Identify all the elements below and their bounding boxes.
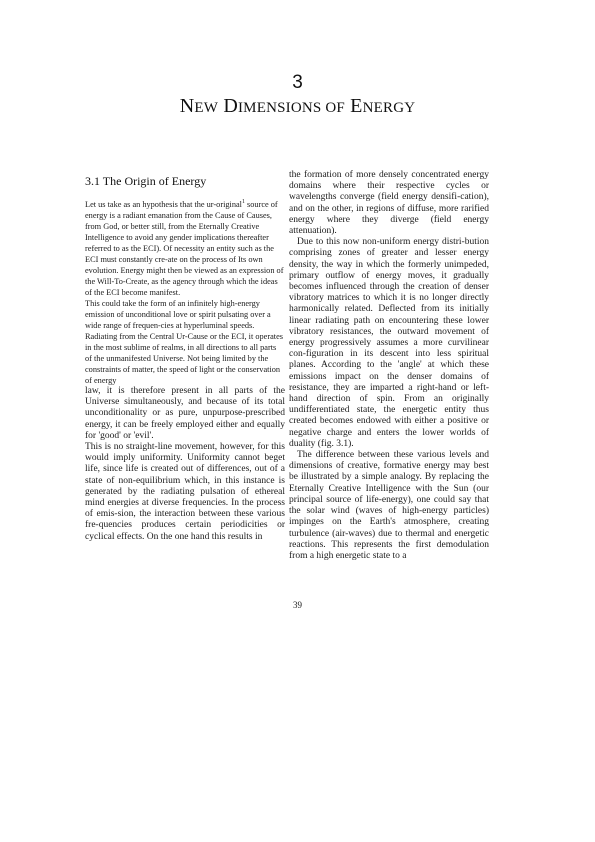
chapter-title-cap-1: N xyxy=(179,95,195,117)
left-column xyxy=(85,170,285,543)
chapter-title-rest-3: NERGY xyxy=(362,100,416,116)
left-paragraph-1-text-a: Let us take as an hypothesis that the ur-original xyxy=(85,200,242,209)
right-column xyxy=(289,170,489,562)
chapter-number: 3 xyxy=(292,72,303,93)
chapter-title-cap-3: E xyxy=(350,95,363,117)
left-paragraph-4: This is no straight-line movement, however, for this would imply uniformity. Uniformity cannot beget life, since life is created out of differences, out of a state of non-equilibrium which, in this instance is generated by the radiating pulsation of ethereal mind energies at diverse frequencies. In the process of emis-sion, the interaction between these various fre-quencies produces certain periodicities or cyclical effects. On the one hand this results in xyxy=(85,442,285,542)
footnote-marker[interactable]: 1 xyxy=(241,199,245,206)
left-paragraph-3: law, it is therefore present in all parts of the Universe simultaneously, and because of its total unconditionality or as pure, unpurpose-prescribed energy, it can be freely employed either and equally for 'good' or 'evil'. xyxy=(85,386,285,441)
left-paragraph-2: This could take the form of an infinitely high-energy emission of unconditional love or spirit pulsating over a wide range of frequen-cies at hyperluminal speeds. Radiating from the Central Ur-Cause or the ECI, it operates in the most sublime of realms, in all directions to all parts of the unmanifested Universe. Not being limited by the constraints of matter, the speed of light or the conservation of energy xyxy=(85,299,283,385)
right-paragraph-3: The difference between these various levels and dimensions of creative, formative energy may best be illustrated by a simple analogy. By replacing the Eternally Creative Intelligence with the Sun (our principal source of life-energy), one could say that the solar wind (waves of high-energy particles) impinges on the Earth's atmosphere, creating turbulence (air-waves) due to thermal and energetic reactions. This represents the first demodulation from a high energetic state to a xyxy=(289,450,489,561)
chapter-title-rest-1: EW xyxy=(194,100,219,116)
section-heading: 3.1 The Origin of Energy xyxy=(85,174,207,188)
left-paragraph-1 xyxy=(85,199,285,298)
chapter-title-rest-2: IMENSIONS OF xyxy=(237,100,345,116)
right-paragraph-1: the formation of more densely concentrated energy domains where their respective cycles or wavelengths converge (field energy densifi-cation), and on the other, in regions of diffuse, more rarified energy where they diverge (field energy attenuation). xyxy=(289,170,489,237)
page-number: 39 xyxy=(293,600,302,610)
chapter-title xyxy=(0,95,595,118)
left-paragraph-1-text-b: source of energy is a radiant emanation from the Cause of Causes, from God, or better still, from the Eternally Creative Intelligence to avoid any gender implications thereafter referred to as the ECI). Of necessity an entity such as the ECI must constantly cre-ate on the process of Its own evolution. Energy might then be viewed as an expression of the Will-To-Create, as the agency through which the ideas of the ECI become manifest. xyxy=(85,200,284,297)
right-paragraph-2: Due to this now non-uniform energy distri-bution comprising zones of greater and lesser energy density, the way in which the formerly unimpeded, primary outflow of energy moves, it gradually becomes influenced through the creation of denser vibratory matrices to which it is no longer directly harmonically related. Deflected from its initially linear radiating path on encountering these lower vibratory resistances, the outward movement of energy progressively assumes a more curvilinear con-figuration in its descent into less spiritual planes. According to the 'angle' at which these emissions impact on the denser domains of resistance, they are imparted a right-hand or left-hand direction of spin. From an originally undifferentiated state, the energetic entity thus created becomes endowed with either a positive or negative charge and enters the lower worlds of duality (fig. 3.1). xyxy=(289,237,489,449)
chapter-title-cap-2: D xyxy=(223,95,238,117)
